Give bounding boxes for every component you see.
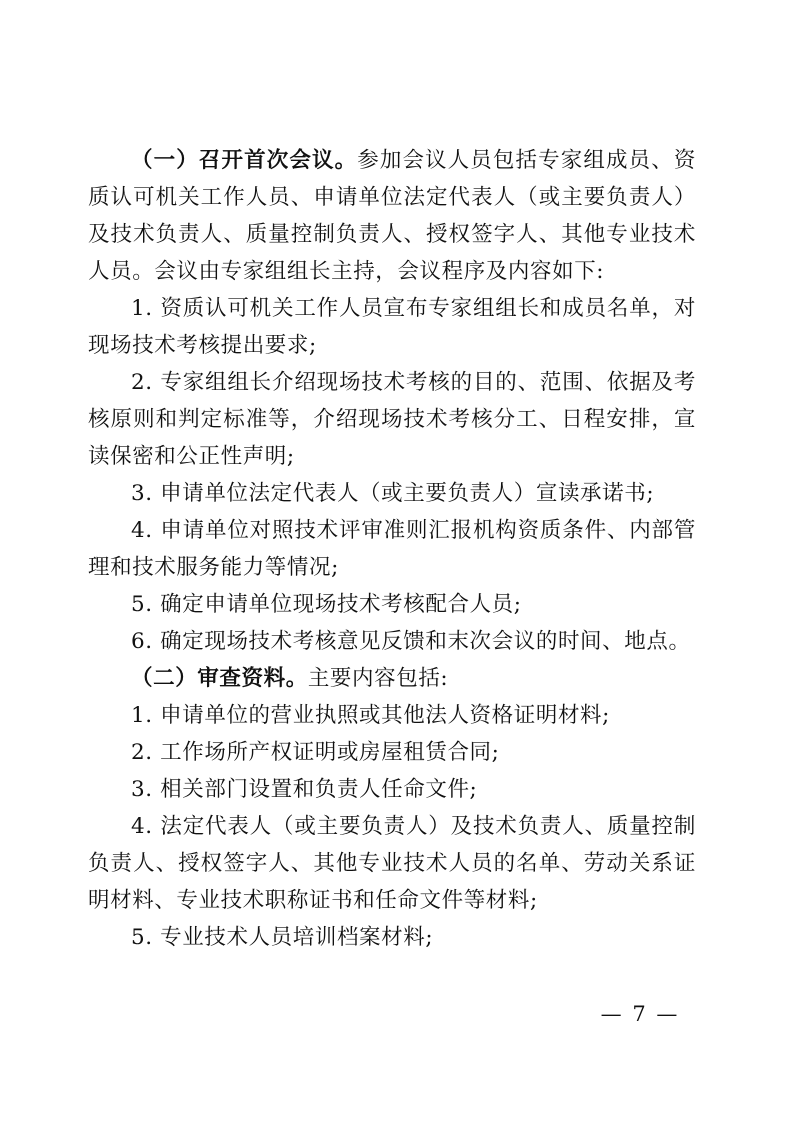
document-body [88, 142, 696, 956]
section-2-item-1: 1. 申请单位的营业执照或其他法人资格证明材料; [131, 703, 610, 728]
section-1-text: 参加会议人员包括专家组成员、资质认可机关工作人员、申请单位法定代表人（或主要负责人）及技术负责人、质量控制负责人、授权签字人、其他专业技术人员。会议由专家组组长主持，会议程序及内容如下: [88, 148, 696, 284]
section-1-item-2: 2. 专家组组长介绍现场技术考核的目的、范围、依据及考核原则和判定标准等，介绍现场技术考核分工、日程安排，宣读保密和公正性声明; [88, 370, 696, 469]
section-2-item-3: 3. 相关部门设置和负责人任命文件; [131, 777, 478, 802]
section-1-intro [88, 142, 696, 290]
section-1-item-1: 1. 资质认可机关工作人员宣布专家组组长和成员名单，对现场技术考核提出要求; [88, 296, 696, 358]
section-1-item-6: 6. 确定现场技术考核意见反馈和末次会议的时间、地点。 [131, 629, 691, 654]
section-2-text: 主要内容包括: [307, 666, 449, 691]
section-1-item-5: 5. 确定申请单位现场技术考核配合人员; [131, 592, 522, 617]
section-1-heading: （一）召开首次会议。 [131, 148, 358, 173]
section-2-heading: （二）审查资料。 [131, 666, 308, 691]
section-2-item-2: 2. 工作场所产权证明或房屋租赁合同; [131, 740, 500, 765]
section-2-item-5: 5. 专业技术人员培训档案材料; [131, 925, 434, 950]
section-2-intro [88, 660, 696, 697]
section-1-item-4: 4. 申请单位对照技术评审准则汇报机构资质条件、内部管理和技术服务能力等情况; [88, 518, 696, 580]
page-number: — 7 — [600, 1002, 680, 1026]
section-2-item-4: 4. 法定代表人（或主要负责人）及技术负责人、质量控制负责人、授权签字人、其他专业技术人员的名单、劳动关系证明材料、专业技术职称证书和任命文件等材料; [88, 814, 696, 913]
section-1-item-3: 3. 申请单位法定代表人（或主要负责人）宣读承诺书; [131, 481, 655, 506]
